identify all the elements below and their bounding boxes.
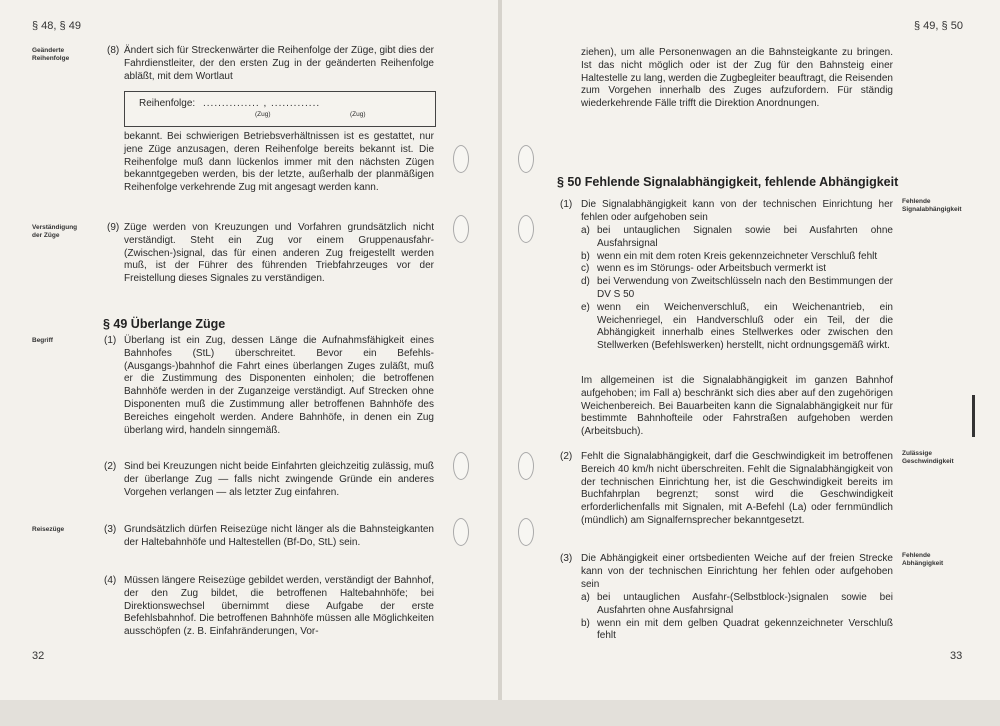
punch-hole (453, 145, 469, 173)
list-item: c) wenn es im Störungs- oder Arbeitsbuch vermerkt ist (581, 263, 826, 275)
list-item: b) wenn ein mit dem gelben Quadrat gekennzeichneter Verschluß fehlt (581, 617, 893, 642)
paragraph-number: (8) (107, 45, 120, 56)
paragraph-number: (9) (107, 222, 120, 233)
train-caption: (Zug) (350, 111, 366, 118)
section-49-paragraph-1: Überlang ist ein Zug, dessen Länge die Aufnahmsfähigkeit eines Bahnhofes (StL) überschreitet. Bevor ein Befehls-(Ausgangs-)bahnhof die Fahrt eines überlangen Zuges zuläßt, muß er die Zustimmung des Disponenten einholen; die betroffenen Bahnhöfe werden in der Zuganzeige verständigt. Auf Strecken ohne Disponenten muß die Zustimmung aller betroffenen Bahnhöfe des Bereiches eingeholt werden. Andere Bahnhöfe, in denen ein Zug überlang wird, handeln sinngemäß. (124, 335, 434, 436)
punch-hole (518, 452, 534, 480)
section-49-paragraph-3: Grundsätzlich dürfen Reisezüge nicht länger als die Bahnsteigkanten der Haltebahnhöfe und Haltestellen (Bf-Do, StL) sein. (124, 524, 434, 548)
paragraph-8: Ändert sich für Streckenwärter die Reihenfolge der Züge, gibt dies der Fahrdienstleiter, der den ersten Zug in der geänderten Reihenfolge abläßt, mit dem Wortlaut (124, 45, 434, 82)
list-item: e) wenn ein Weichenverschluß, ein Weichenantrieb, ein Weichenriegel, ein Handverschluß oder ein Teil, der die Abhängigkeit innerhalb eines Stellwerkes oder zwischen den Stellwerken (Befehlswerken) herstellt, nicht ordnungsgemäß wirkt. (581, 301, 893, 352)
paragraph-number: (2) (104, 461, 117, 472)
paragraph-number: (1) (560, 199, 573, 210)
section-50-paragraph-2: Fehlt die Signalabhängigkeit, darf die Geschwindigkeit im betroffenen Bereich 40 km/h nicht überschreiten. Fehlt die Signalabhängigkeit von der technischen Einrichtung her, ist die Geschwindigkeit bereits im Buchfahrplan begrenzt; sonst wird die Geschwindigkeit erforderlichenfalls mit Signalen, mit A-Befehl (La) oder fernmündlich (mündlich) am Signalfernsprecher bekanntgesetzt. (581, 451, 893, 526)
page-header: § 49, § 50 (914, 20, 963, 32)
section-50-paragraph-3-list (581, 592, 893, 643)
paragraph-number: (3) (104, 524, 117, 535)
section-50-paragraph-1: Die Signalabhängigkeit kann von der technischen Einrichtung her fehlen oder aufgehoben sein (581, 199, 893, 223)
page-number: 33 (950, 650, 963, 662)
list-item: b) wenn ein mit dem roten Kreis gekennzeichneter Verschluß fehlt (581, 250, 878, 262)
punch-hole (518, 215, 534, 243)
paragraph-8-continued: bekannt. Bei schwierigen Betriebsverhältnissen ist es gestattet, nur jene Züge anzusagen, deren Reihenfolge bereits bekannt ist. Die Reihenfolge muß dann lückenlos immer mit den nächsten Zügen bekanntgegeben werden, bis der letzte, außerhalb der planmäßigen Reihenfolge verkehrende Zug mit angesagt werden kann. (124, 131, 434, 194)
paragraph-number: (3) (560, 553, 573, 564)
margin-note-geaenderte-reihenfolge: Geänderte Reihenfolge (32, 47, 70, 62)
section-50-paragraph-3: Die Abhängigkeit einer ortsbedienten Weiche auf der freien Strecke kann von der technischen Einrichtung her fehlen oder aufgehoben sein (581, 553, 893, 590)
right-page (502, 0, 1000, 700)
page-number: 32 (32, 650, 45, 662)
section-50-paragraph-1-list (581, 225, 893, 353)
paragraph-number: (1) (104, 335, 117, 346)
margin-note-zulaessige-geschwindigkeit: Zulässige Geschwindigkeit (902, 450, 954, 465)
section-50-paragraph-1-after: Im allgemeinen ist die Signalabhängigkeit im ganzen Bahnhof aufgehoben; im Fall a) beschränkt sich dies aber auf den zugehörigen Weichenbereich. Bei Bauarbeiten kann die Signalabhängigkeit nur für bestimmte Bahnhofteile oder Fahrstraßen aufgehoben werden (Arbeitsbuch). (581, 375, 893, 438)
margin-note-verstaendigung: Verständigung der Züge (32, 224, 78, 239)
punch-hole (453, 518, 469, 546)
page-bottom-edge (0, 700, 1000, 726)
section-49-paragraph-2: Sind bei Kreuzungen nicht beide Einfahrten gleichzeitig zulässig, muß der überlange Zug — falls nicht zwingende Gründe ein anderes Vorgehen verlangen — als letzter Zug einfahren. (124, 461, 434, 498)
train-caption: (Zug) (255, 111, 271, 118)
list-item: a) bei untauglichen Signalen sowie bei Ausfahrten ohne Ausfahrsignal (581, 225, 893, 249)
punch-hole (453, 452, 469, 480)
list-item: d) bei Verwendung von Zweitschlüsseln nach den Bestimmungen der DV S 50 (581, 276, 893, 300)
change-bar (972, 395, 975, 437)
punch-hole (518, 518, 534, 546)
paragraph-number: (4) (104, 575, 117, 586)
left-page (0, 0, 498, 700)
order-blanks: ............... , ............. (203, 98, 321, 109)
punch-hole (518, 145, 534, 173)
paragraph-number: (2) (560, 451, 573, 462)
order-label: Reihenfolge: (139, 98, 196, 109)
margin-note-begriff: Begriff (32, 337, 53, 344)
order-form-box (124, 91, 436, 127)
page-header: § 48, § 49 (32, 20, 81, 32)
list-item: a) bei untauglichen Ausfahr-(Selbstblock-)signalen sowie bei Ausfahrten ohne Ausfahrsignal (581, 592, 893, 616)
margin-note-fehlende-signalabhaengigkeit: Fehlende Signalabhängigkeit (902, 198, 962, 213)
section-49-paragraph-4: Müssen längere Reisezüge gebildet werden, verständigt der Bahnhof, der den Zug bildet, die betroffenen Haltebahnhöfe; bei Direktionswechsel übernimmt diese Aufgabe der erste Befehlsbahnhof. Die betroffenen Bahnhöfe müssen alle Möglichkeiten ausschöpfen (z. B. Einfahränderungen, Vor- (124, 575, 434, 638)
section-heading-49: § 49 Überlange Züge (103, 317, 226, 331)
section-heading-50: § 50 Fehlende Signalabhängigkeit, fehlende Abhängigkeit (557, 175, 899, 189)
paragraph-9: Züge werden von Kreuzungen und Vorfahren grundsätzlich nicht verständigt. Steht ein Zug vor einem Gruppenausfahr-(Zwischen-)signal, das für einen anderen Zug freigestellt werden muß, ist der Führer des führenden Triebfahrzeuges vor der Freistellung dieses Signales zu verständigen. (124, 222, 434, 285)
margin-note-reisezuege: Reisezüge (32, 526, 65, 533)
punch-hole (453, 215, 469, 243)
section-49-paragraph-4-continued: ziehen), um alle Personenwagen an die Bahnsteigkante zu bringen. Ist das nicht möglich oder ist der Zug für den Bahnsteig einer Haltestelle zu lang, werden die Zugbegleiter beauftragt, die Reisenden zum Vorgehen innerhalb des Zuges aufzufordern. Für ständig wiederkehrende Fälle trifft die Direktion Anordnungen. (581, 47, 893, 110)
margin-note-fehlende-abhaengigkeit: Fehlende Abhängigkeit (902, 552, 944, 567)
